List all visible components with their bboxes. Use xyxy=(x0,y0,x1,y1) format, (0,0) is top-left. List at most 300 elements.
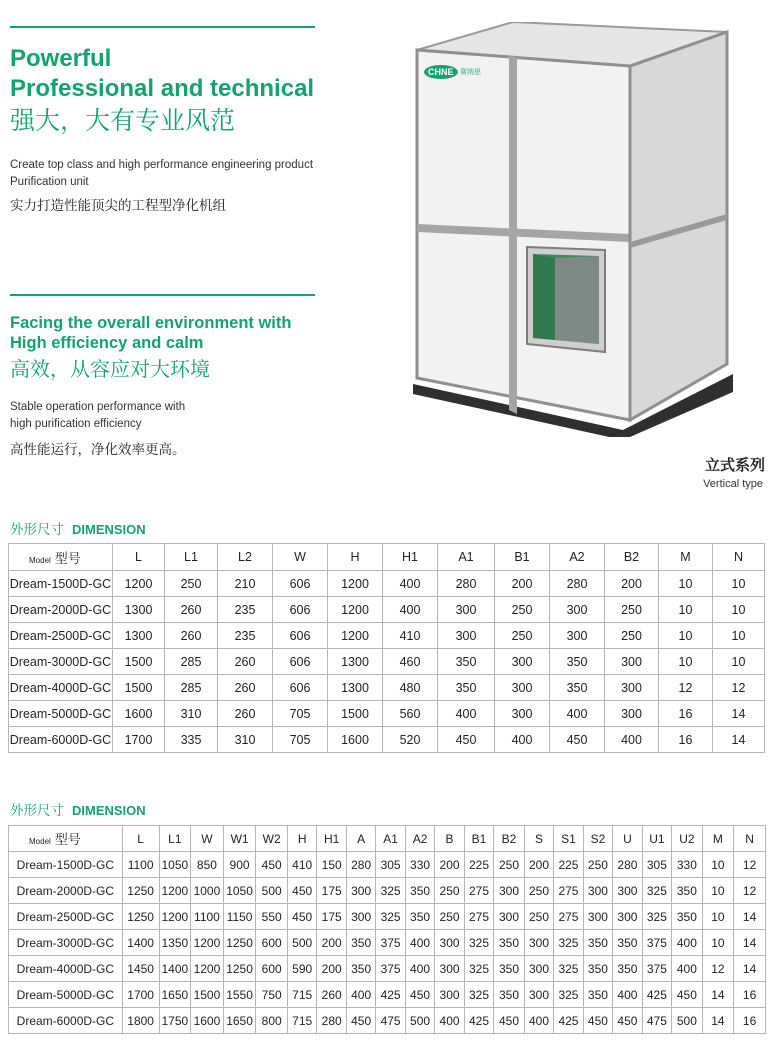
dimension-cell: 1600 xyxy=(191,1008,224,1034)
column-header: U2 xyxy=(672,826,703,852)
dimension-cell: 450 xyxy=(583,1008,612,1034)
column-header: L xyxy=(122,826,159,852)
column-header: W xyxy=(273,544,328,571)
dimension-cell: 300 xyxy=(550,623,605,649)
intro-title-line1: Powerful xyxy=(10,45,112,72)
dimension-cell: 1200 xyxy=(159,904,191,930)
dimension-cell: 425 xyxy=(464,1008,493,1034)
intro-desc-cn: 实力打造性能顶尖的工程型净化机组 xyxy=(10,198,226,214)
dimension-cell: 750 xyxy=(256,982,288,1008)
dimension-cell: 300 xyxy=(438,623,495,649)
dimension-cell: 1250 xyxy=(122,904,159,930)
dimension-cell: 715 xyxy=(287,1008,316,1034)
dimension-cell: 300 xyxy=(435,982,464,1008)
dimension-cell: 260 xyxy=(218,701,273,727)
column-header: B2 xyxy=(605,544,659,571)
dimension-cell: 1500 xyxy=(328,701,383,727)
dimension-cell: 14 xyxy=(713,727,765,753)
dimension-cell: 350 xyxy=(438,649,495,675)
dimension-cell: 10 xyxy=(702,852,734,878)
column-header: M xyxy=(659,544,713,571)
dimension-cell: 16 xyxy=(734,1008,766,1034)
dimension-cell: 300 xyxy=(438,597,495,623)
intro-title-cn: 强大，大有专业风范 xyxy=(10,106,236,135)
model-column-header xyxy=(9,826,123,852)
table-row xyxy=(9,675,765,701)
dimension-cell: 325 xyxy=(464,982,493,1008)
dimension-cell: 425 xyxy=(554,1008,583,1034)
dimension-cell: 606 xyxy=(273,675,328,701)
dimension-cell: 350 xyxy=(550,675,605,701)
dimension-cell: 260 xyxy=(317,982,346,1008)
dimension-cell: 300 xyxy=(583,904,612,930)
dimension-cell: 1300 xyxy=(328,649,383,675)
dimension-cell: 235 xyxy=(218,597,273,623)
column-header: H xyxy=(287,826,316,852)
dimension-cell: 14 xyxy=(734,956,766,982)
dimension-cell: 450 xyxy=(613,1008,642,1034)
dimension-cell: 410 xyxy=(383,623,438,649)
dimension-cell: 600 xyxy=(256,956,288,982)
dimension-cell: 1050 xyxy=(159,852,191,878)
dimension-cell: 300 xyxy=(495,649,550,675)
intro-desc-line2: Purification unit xyxy=(10,176,89,188)
dimension-cell: 280 xyxy=(317,1008,346,1034)
dimension-cell: 590 xyxy=(287,956,316,982)
dimension-cell: 350 xyxy=(550,649,605,675)
dimension-cell: 14 xyxy=(702,982,734,1008)
dimension-cell: 285 xyxy=(165,675,218,701)
dimension-cell: 325 xyxy=(376,904,405,930)
dimension-cell: 10 xyxy=(659,571,713,597)
dimension-cell: 300 xyxy=(613,878,642,904)
column-header: W xyxy=(191,826,224,852)
dimension-cell: 350 xyxy=(494,982,525,1008)
dimension-cell: 450 xyxy=(256,852,288,878)
dimension-cell: 400 xyxy=(672,956,703,982)
table-row xyxy=(9,904,766,930)
top-divider xyxy=(10,26,315,28)
dimension-cell: 1750 xyxy=(159,1008,191,1034)
model-cell: Dream-2500D-GC xyxy=(9,623,113,649)
dimension-cell: 325 xyxy=(554,930,583,956)
dimension-cell: 400 xyxy=(438,701,495,727)
dimension-cell: 1300 xyxy=(113,597,165,623)
table-row xyxy=(9,727,765,753)
column-header: L1 xyxy=(159,826,191,852)
dimension-cell: 305 xyxy=(376,852,405,878)
dimension-cell: 500 xyxy=(256,878,288,904)
dimension-cell: 900 xyxy=(223,852,256,878)
dimension-cell: 560 xyxy=(383,701,438,727)
dimension-cell: 200 xyxy=(605,571,659,597)
model-header-en: Model xyxy=(29,555,51,565)
dimension-cell: 285 xyxy=(165,649,218,675)
dimension-cell: 400 xyxy=(613,982,642,1008)
column-header: W2 xyxy=(256,826,288,852)
dimension-cell: 705 xyxy=(273,727,328,753)
dimension-cell: 350 xyxy=(494,930,525,956)
column-header: U xyxy=(613,826,642,852)
dimension-cell: 280 xyxy=(550,571,605,597)
dimension-cell: 305 xyxy=(642,852,671,878)
column-header: A2 xyxy=(550,544,605,571)
table-row xyxy=(9,852,766,878)
dimension-cell: 400 xyxy=(383,571,438,597)
dimension-cell: 450 xyxy=(405,982,434,1008)
column-header: A1 xyxy=(438,544,495,571)
column-header: H xyxy=(328,544,383,571)
dimension-cell: 14 xyxy=(734,930,766,956)
model-cell: Dream-2500D-GC xyxy=(9,904,123,930)
dimension-cell: 10 xyxy=(702,878,734,904)
table-row xyxy=(9,701,765,727)
dimension-title-2-en: DIMENSION xyxy=(72,803,146,818)
intro2-desc-line1: Stable operation performance with xyxy=(10,401,186,413)
dimension-cell: 210 xyxy=(218,571,273,597)
dimension-cell: 1600 xyxy=(328,727,383,753)
dimension-cell: 325 xyxy=(554,982,583,1008)
dimension-cell: 250 xyxy=(495,623,550,649)
dimension-cell: 400 xyxy=(405,930,434,956)
dimension-cell: 10 xyxy=(702,930,734,956)
model-cell: Dream-6000D-GC xyxy=(9,1008,123,1034)
dimension-cell: 200 xyxy=(317,956,346,982)
intro2-title-line2: High efficiency and calm xyxy=(10,334,204,352)
dimension-cell: 400 xyxy=(495,727,550,753)
dimension-cell: 150 xyxy=(317,852,346,878)
purification-unit-image xyxy=(405,22,750,437)
dimension-cell: 350 xyxy=(346,930,375,956)
dimension-cell: 310 xyxy=(165,701,218,727)
dimension-cell: 12 xyxy=(734,878,766,904)
dimension-cell: 10 xyxy=(713,623,765,649)
series-title-en: Vertical type xyxy=(703,478,763,490)
dimension-cell: 850 xyxy=(191,852,224,878)
dimension-cell: 1200 xyxy=(328,571,383,597)
model-column-header xyxy=(9,544,113,571)
dimension-cell: 1100 xyxy=(122,852,159,878)
dimension-cell: 1500 xyxy=(191,982,224,1008)
dimension-cell: 350 xyxy=(405,878,434,904)
dimension-cell: 300 xyxy=(435,956,464,982)
dimension-cell: 175 xyxy=(317,878,346,904)
dimension-cell: 260 xyxy=(218,649,273,675)
dimension-cell: 250 xyxy=(165,571,218,597)
dimension-cell: 450 xyxy=(438,727,495,753)
dimension-title-1 xyxy=(10,518,146,538)
column-header: S2 xyxy=(583,826,612,852)
dimension-title-1-en: DIMENSION xyxy=(72,522,146,537)
dimension-cell: 1400 xyxy=(159,956,191,982)
dimension-cell: 300 xyxy=(494,904,525,930)
dimension-cell: 500 xyxy=(287,930,316,956)
dimension-cell: 300 xyxy=(605,701,659,727)
dimension-cell: 300 xyxy=(495,675,550,701)
dimension-cell: 1300 xyxy=(113,623,165,649)
dimension-cell: 260 xyxy=(165,597,218,623)
dimension-cell: 16 xyxy=(734,982,766,1008)
dimension-cell: 1450 xyxy=(122,956,159,982)
dimension-cell: 450 xyxy=(287,878,316,904)
dimension-cell: 12 xyxy=(659,675,713,701)
dimension-cell: 425 xyxy=(642,982,671,1008)
column-header: L1 xyxy=(165,544,218,571)
dimension-cell: 400 xyxy=(550,701,605,727)
dimension-cell: 715 xyxy=(287,982,316,1008)
column-header: H1 xyxy=(383,544,438,571)
dimension-cell: 300 xyxy=(495,701,550,727)
logo-text: CHNE xyxy=(428,67,454,77)
dimension-cell: 330 xyxy=(672,852,703,878)
dimension-cell: 300 xyxy=(524,982,553,1008)
table-row xyxy=(9,597,765,623)
dimension-cell: 280 xyxy=(346,852,375,878)
column-header: B1 xyxy=(464,826,493,852)
dimension-cell: 1700 xyxy=(113,727,165,753)
dimension-cell: 300 xyxy=(605,675,659,701)
dimension-cell: 260 xyxy=(165,623,218,649)
intro2-title-line1: Facing the overall environment with xyxy=(10,314,292,332)
dimension-cell: 275 xyxy=(464,904,493,930)
dimension-cell: 350 xyxy=(613,930,642,956)
table-row xyxy=(9,930,766,956)
dimension-cell: 310 xyxy=(218,727,273,753)
dimension-cell: 335 xyxy=(165,727,218,753)
dimension-cell: 300 xyxy=(435,930,464,956)
dimension-cell: 350 xyxy=(613,956,642,982)
dimension-cell: 475 xyxy=(642,1008,671,1034)
dimension-cell: 425 xyxy=(376,982,405,1008)
series-title-cn: 立式系列 xyxy=(704,456,765,474)
dimension-cell: 1650 xyxy=(223,1008,256,1034)
dimension-cell: 400 xyxy=(605,727,659,753)
dimension-cell: 350 xyxy=(672,904,703,930)
dimension-cell: 300 xyxy=(583,878,612,904)
dimension-cell: 260 xyxy=(218,675,273,701)
dimension-cell: 475 xyxy=(376,1008,405,1034)
dimension-cell: 1100 xyxy=(191,904,224,930)
column-header: S xyxy=(524,826,553,852)
dimension-cell: 600 xyxy=(256,930,288,956)
dimension-cell: 410 xyxy=(287,852,316,878)
dimension-cell: 1350 xyxy=(159,930,191,956)
intro2-desc-line2: high purification efficiency xyxy=(10,418,142,430)
dimension-cell: 500 xyxy=(405,1008,434,1034)
column-header: B xyxy=(435,826,464,852)
dimension-cell: 300 xyxy=(494,878,525,904)
dimension-table-full xyxy=(8,825,766,1034)
table-header-row xyxy=(9,826,766,852)
dimension-cell: 200 xyxy=(317,930,346,956)
dimension-cell: 1500 xyxy=(113,675,165,701)
table-row xyxy=(9,1008,766,1034)
dimension-cell: 400 xyxy=(346,982,375,1008)
table-row xyxy=(9,878,766,904)
dimension-cell: 606 xyxy=(273,623,328,649)
column-header: A xyxy=(346,826,375,852)
dimension-title-2 xyxy=(10,799,146,819)
dimension-cell: 1800 xyxy=(122,1008,159,1034)
model-cell: Dream-3000D-GC xyxy=(9,649,113,675)
dimension-cell: 375 xyxy=(376,930,405,956)
dimension-cell: 400 xyxy=(672,930,703,956)
dimension-cell: 275 xyxy=(554,878,583,904)
model-header-cn: 型号 xyxy=(54,833,81,848)
dimension-cell: 1650 xyxy=(159,982,191,1008)
dimension-cell: 1000 xyxy=(191,878,224,904)
dimension-cell: 200 xyxy=(495,571,550,597)
dimension-cell: 300 xyxy=(346,904,375,930)
dimension-cell: 450 xyxy=(672,982,703,1008)
table-header-row xyxy=(9,544,765,571)
model-cell: Dream-2000D-GC xyxy=(9,597,113,623)
dimension-cell: 250 xyxy=(583,852,612,878)
dimension-cell: 450 xyxy=(287,904,316,930)
column-header: A1 xyxy=(376,826,405,852)
intro2-desc-cn: 高性能运行，净化效率更高。 xyxy=(10,442,186,458)
dimension-cell: 1250 xyxy=(223,930,256,956)
middle-divider xyxy=(10,294,315,296)
dimension-cell: 200 xyxy=(524,852,553,878)
table-row xyxy=(9,649,765,675)
dimension-cell: 10 xyxy=(713,571,765,597)
model-cell: Dream-2000D-GC xyxy=(9,878,123,904)
dimension-cell: 235 xyxy=(218,623,273,649)
dimension-cell: 350 xyxy=(346,956,375,982)
dimension-cell: 606 xyxy=(273,649,328,675)
column-header: B1 xyxy=(495,544,550,571)
dimension-cell: 16 xyxy=(659,701,713,727)
dimension-cell: 12 xyxy=(702,956,734,982)
dimension-cell: 1200 xyxy=(191,956,224,982)
intro-desc-line1: Create top class and high performance engineering product xyxy=(10,159,314,171)
dimension-cell: 250 xyxy=(524,878,553,904)
dimension-cell: 1050 xyxy=(223,878,256,904)
dimension-cell: 12 xyxy=(713,675,765,701)
column-header: W1 xyxy=(223,826,256,852)
intro-title-line2: Professional and technical xyxy=(10,75,315,102)
dimension-cell: 250 xyxy=(494,852,525,878)
dimension-cell: 10 xyxy=(659,597,713,623)
column-header: B2 xyxy=(494,826,525,852)
dimension-cell: 10 xyxy=(713,649,765,675)
dimension-cell: 400 xyxy=(435,1008,464,1034)
model-cell: Dream-4000D-GC xyxy=(9,675,113,701)
dimension-cell: 350 xyxy=(438,675,495,701)
dimension-cell: 1250 xyxy=(122,878,159,904)
dimension-cell: 606 xyxy=(273,597,328,623)
dimension-cell: 275 xyxy=(554,904,583,930)
dimension-title-2-cn: 外形尺寸 xyxy=(10,803,64,819)
dimension-cell: 800 xyxy=(256,1008,288,1034)
dimension-cell: 14 xyxy=(702,1008,734,1034)
dimension-cell: 10 xyxy=(659,623,713,649)
dimension-title-1-cn: 外形尺寸 xyxy=(10,522,64,538)
dimension-cell: 330 xyxy=(405,852,434,878)
dimension-cell: 10 xyxy=(702,904,734,930)
dimension-cell: 300 xyxy=(524,956,553,982)
dimension-cell: 325 xyxy=(376,878,405,904)
logo-cn-text: 赛纳思 xyxy=(460,68,481,76)
model-cell: Dream-1500D-GC xyxy=(9,571,113,597)
dimension-cell: 375 xyxy=(376,956,405,982)
model-header-en: Model xyxy=(29,837,51,846)
dimension-cell: 325 xyxy=(464,956,493,982)
dimension-cell: 1300 xyxy=(328,675,383,701)
dimension-cell: 500 xyxy=(672,1008,703,1034)
dimension-cell: 325 xyxy=(554,956,583,982)
dimension-cell: 325 xyxy=(642,904,671,930)
column-header: L2 xyxy=(218,544,273,571)
dimension-cell: 250 xyxy=(435,878,464,904)
dimension-cell: 250 xyxy=(605,623,659,649)
dimension-cell: 350 xyxy=(583,982,612,1008)
column-header: H1 xyxy=(317,826,346,852)
dimension-cell: 1200 xyxy=(113,571,165,597)
model-cell: Dream-3000D-GC xyxy=(9,930,123,956)
dimension-cell: 200 xyxy=(435,852,464,878)
model-header-cn: 型号 xyxy=(54,551,81,567)
dimension-cell: 300 xyxy=(346,878,375,904)
model-cell: Dream-4000D-GC xyxy=(9,956,123,982)
dimension-cell: 480 xyxy=(383,675,438,701)
column-header: U1 xyxy=(642,826,671,852)
dimension-cell: 325 xyxy=(642,878,671,904)
dimension-cell: 705 xyxy=(273,701,328,727)
dimension-cell: 606 xyxy=(273,571,328,597)
dimension-cell: 10 xyxy=(659,649,713,675)
dimension-cell: 400 xyxy=(524,1008,553,1034)
dimension-cell: 1500 xyxy=(113,649,165,675)
dimension-cell: 375 xyxy=(642,956,671,982)
dimension-cell: 250 xyxy=(605,597,659,623)
dimension-cell: 250 xyxy=(524,904,553,930)
dimension-cell: 1150 xyxy=(223,904,256,930)
dimension-cell: 275 xyxy=(464,878,493,904)
column-header: N xyxy=(734,826,766,852)
model-cell: Dream-1500D-GC xyxy=(9,852,123,878)
model-cell: Dream-6000D-GC xyxy=(9,727,113,753)
column-header: A2 xyxy=(405,826,434,852)
dimension-cell: 400 xyxy=(383,597,438,623)
dimension-cell: 14 xyxy=(713,701,765,727)
dimension-cell: 250 xyxy=(435,904,464,930)
dimension-cell: 350 xyxy=(405,904,434,930)
dimension-cell: 225 xyxy=(464,852,493,878)
dimension-cell: 460 xyxy=(383,649,438,675)
column-header: S1 xyxy=(554,826,583,852)
dimension-cell: 300 xyxy=(613,904,642,930)
dimension-cell: 250 xyxy=(495,597,550,623)
dimension-cell: 1600 xyxy=(113,701,165,727)
dimension-cell: 300 xyxy=(524,930,553,956)
column-header: M xyxy=(702,826,734,852)
dimension-cell: 1250 xyxy=(223,956,256,982)
dimension-cell: 450 xyxy=(346,1008,375,1034)
dimension-cell: 350 xyxy=(494,956,525,982)
model-cell: Dream-5000D-GC xyxy=(9,701,113,727)
dimension-cell: 280 xyxy=(613,852,642,878)
dimension-cell: 175 xyxy=(317,904,346,930)
dimension-cell: 12 xyxy=(734,852,766,878)
dimension-cell: 300 xyxy=(605,649,659,675)
table-row xyxy=(9,956,766,982)
dimension-table-vertical xyxy=(8,543,765,753)
dimension-cell: 375 xyxy=(642,930,671,956)
dimension-cell: 1700 xyxy=(122,982,159,1008)
intro2-title-cn: 高效，从容应对大环境 xyxy=(10,357,210,381)
